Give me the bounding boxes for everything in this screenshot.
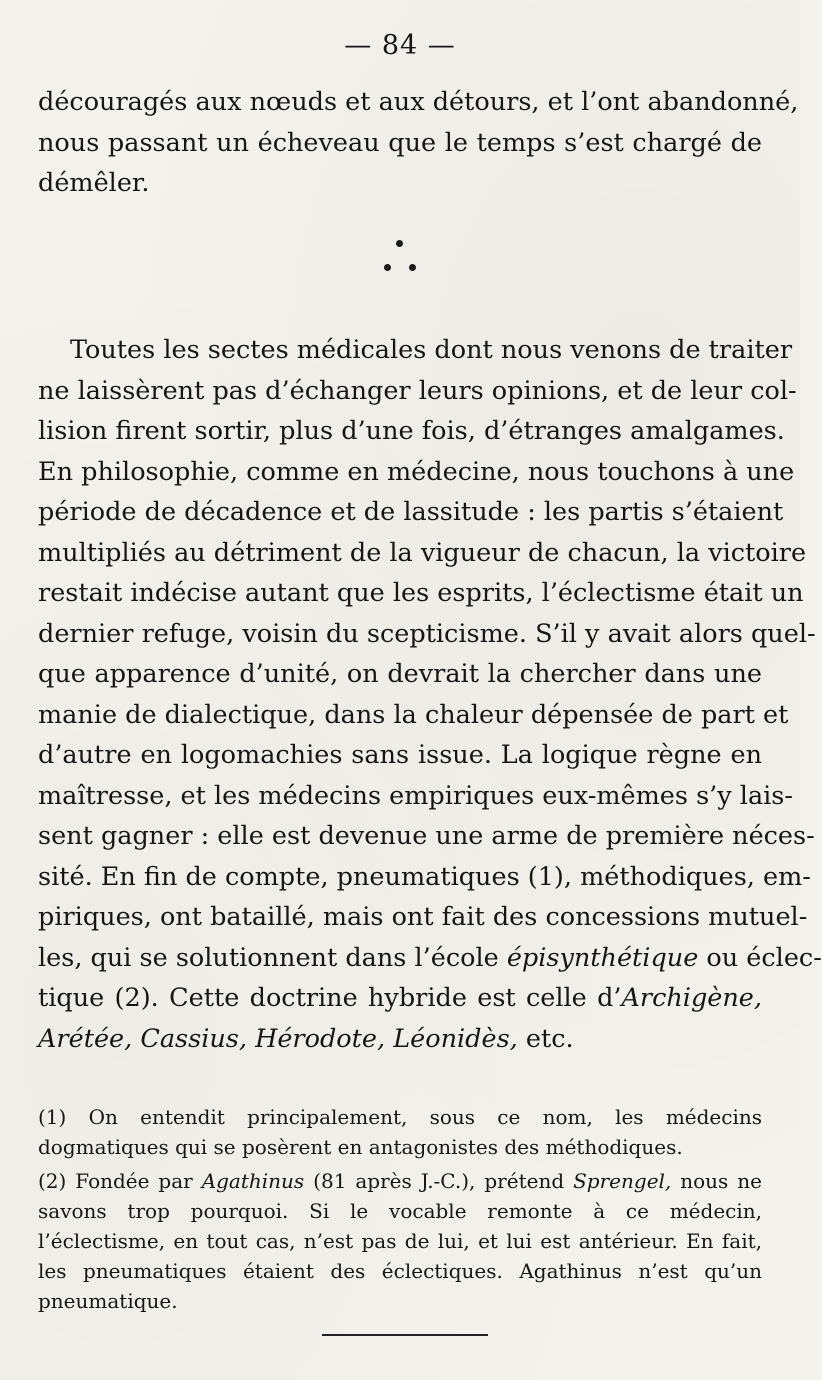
text-run: les, qui se solutionnent dans l’école [38,942,507,973]
footnote-text: (81 après J.-C.), prétend [304,1169,574,1193]
text-line: sité. En fin de compte, pneumatiques (1), méthodiques, em- [38,861,811,892]
text-line: que apparence d’unité, on devrait la chercher dans une [38,659,762,689]
bottom-rule [322,1334,488,1336]
text-line: lision firent sortir, plus d’une fois, d’étranges amalgames. [38,416,785,446]
paragraph-main [38,330,822,1059]
ornament-dot [384,264,391,271]
italic-term: épisynthétique [506,942,699,973]
text-line: démêler. [38,168,150,198]
text-line: manie de dialectique, dans la chaleur dépensée de part et [38,699,789,730]
italic-name: Agathinus [201,1169,305,1193]
text-line [38,1019,762,1060]
text-run: ou éclec- [698,942,822,973]
footnote-text: (1) On entendit principalement, sous ce nom, les médecins dogmatiques qui se posèrent en antagonistes des méthodiques. [38,1105,762,1159]
ornament-dot [396,240,403,247]
section-separator-ornament [0,232,800,282]
text-line: maîtresse, et les médecins empiriques eux-mêmes s’y lais- [38,780,794,811]
text-line: piriques, ont bataillé, mais ont fait des concessions mutuel- [38,902,808,932]
footnote-text: (2) Fondée par [38,1169,202,1193]
text-line [38,938,822,979]
text-line: d’autre en logomachies sans issue. La logique règne en [38,740,762,770]
text-line [38,978,762,1019]
text-line: découragés aux nœuds et aux détours, et l’ont abandonné, [38,87,799,117]
italic-name: Archigène, [621,983,762,1013]
footnote-2 [38,1166,762,1316]
footnote-text: nous ne savons trop pourquoi. Si le vocable remonte à ce médecin, l’éclectisme, en tout cas, n’est pas de lui, et lui est antérieur. En fait, les pneumatiques étaient des éclectiques. Agathinus n’est qu’un pneumatique. [38,1169,763,1313]
text-line: nous passant un écheveau que le temps s’est chargé de [38,127,762,158]
text-line: sent gagner : elle est devenue une arme de première néces- [38,821,815,851]
footnote-1 [38,1102,762,1162]
text-line: multipliés au détriment de la vigueur de chacun, la victoire [38,537,807,568]
ornament-dot [409,264,416,271]
text-line: ne laissèrent pas d’échanger leurs opinions, et de leur col- [38,375,797,406]
paragraph-continuation [38,82,799,204]
text-line: restait indécise autant que les esprits, l’éclectisme était un [38,578,804,608]
text-line: Toutes les sectes médicales dont nous venons de traiter [70,335,793,365]
text-line: dernier refuge, voisin du scepticisme. S’il y avait alors quel- [38,618,816,649]
italic-name: Sprengel, [573,1169,672,1193]
text-run: tique (2). Cette doctrine hybride est celle d’ [38,983,622,1013]
text-run: etc. [517,1023,574,1054]
text-line: période de décadence et de lassitude : les partis s’étaient [38,497,784,527]
page-number: — 84 — [344,30,456,61]
italic-names: Arétée, Cassius, Hérodote, Léonidès, [38,1023,518,1054]
text-line: En philosophie, comme en médecine, nous touchons à une [38,456,795,487]
footnotes [38,1102,762,1320]
